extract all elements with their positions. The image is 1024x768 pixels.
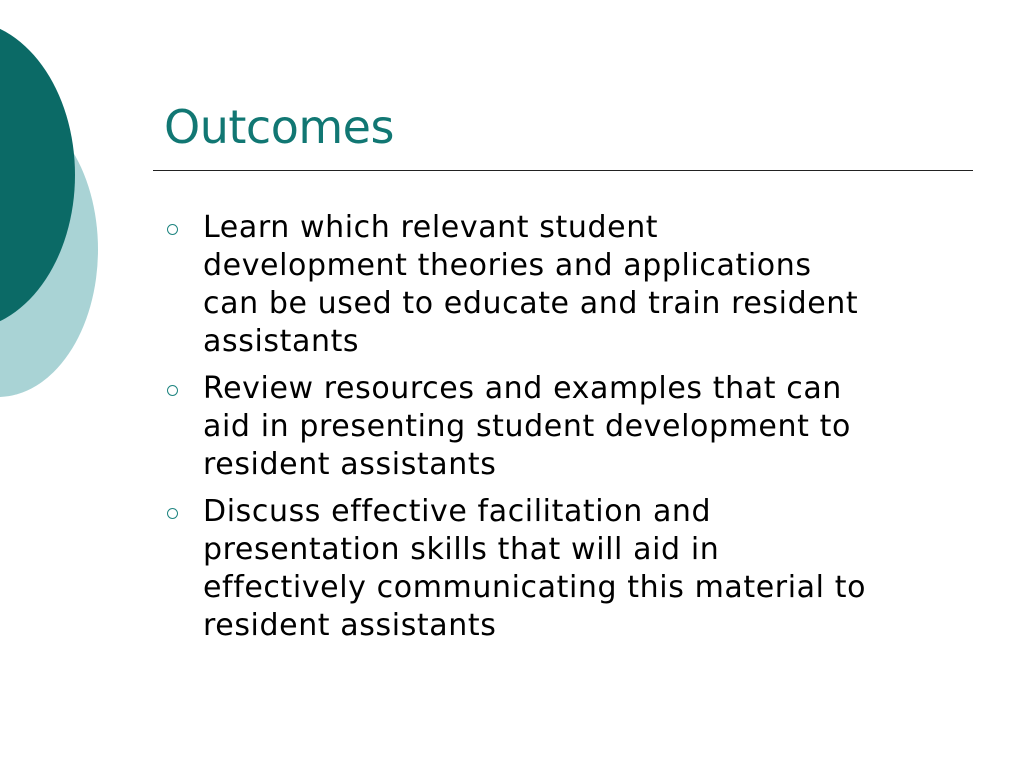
bullet-list bbox=[164, 209, 964, 654]
bullet-line: aid in presenting student development to bbox=[203, 409, 851, 444]
bullet-line: resident assistants bbox=[203, 447, 497, 482]
title-divider bbox=[153, 170, 973, 171]
bullet-line: Review resources and examples that can bbox=[203, 371, 842, 406]
bullet-line: resident assistants bbox=[203, 608, 497, 643]
bullet-text bbox=[203, 370, 964, 484]
hollow-circle-bullet-icon bbox=[167, 508, 178, 519]
hollow-circle-bullet-icon bbox=[167, 224, 178, 235]
bullet-item bbox=[164, 493, 964, 645]
bullet-line: effectively communicating this material to bbox=[203, 570, 867, 605]
bullet-line: can be used to educate and train resident bbox=[203, 286, 859, 321]
bullet-text bbox=[203, 209, 964, 361]
bullet-line: Discuss effective facilitation and bbox=[203, 494, 712, 529]
bullet-text bbox=[203, 493, 964, 645]
slide-title: Outcomes bbox=[164, 100, 394, 154]
bullet-line: Learn which relevant student bbox=[203, 210, 659, 245]
bullet-line: assistants bbox=[203, 324, 360, 359]
hollow-circle-bullet-icon bbox=[167, 385, 178, 396]
bullet-line: presentation skills that will aid in bbox=[203, 532, 720, 567]
bullet-item bbox=[164, 209, 964, 361]
bullet-line: development theories and applications bbox=[203, 248, 812, 283]
bullet-item bbox=[164, 370, 964, 484]
